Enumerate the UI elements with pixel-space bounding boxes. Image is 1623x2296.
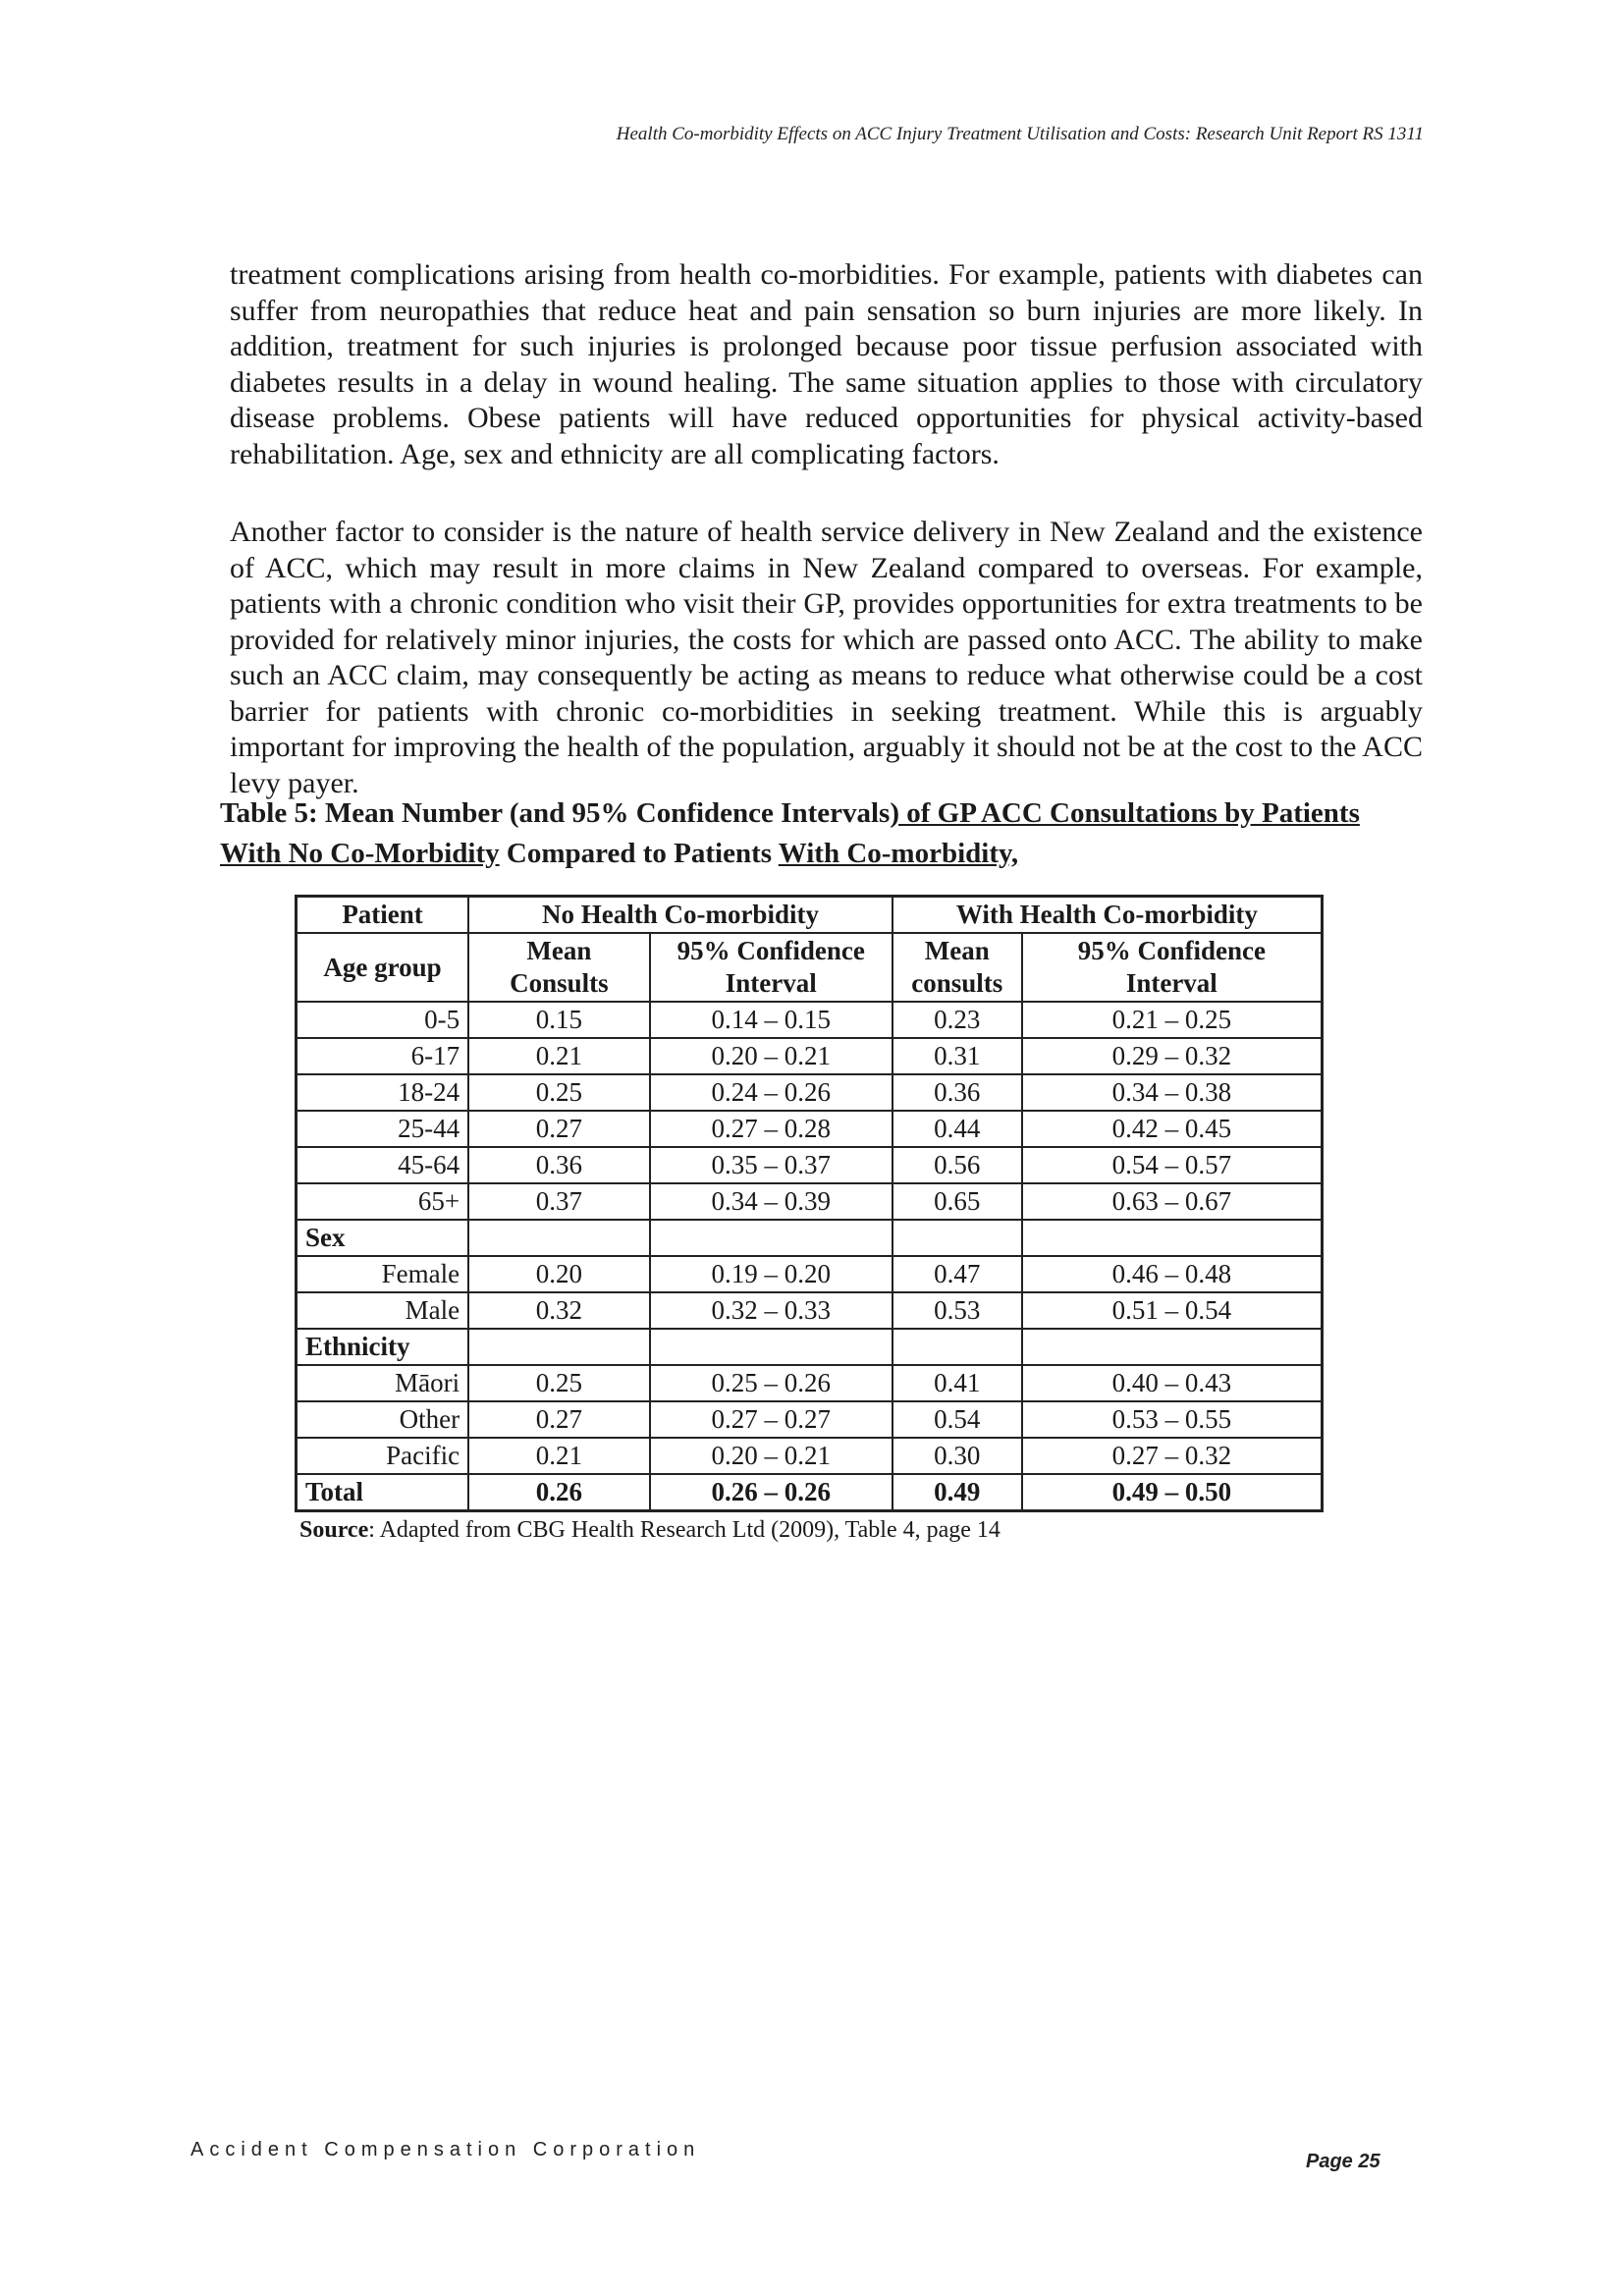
table-row	[297, 1401, 1323, 1438]
table-row	[297, 1074, 1323, 1111]
row-label: 18-24	[297, 1074, 469, 1111]
table-cell: 0.34 – 0.39	[650, 1183, 893, 1220]
table-cell: 0.20	[468, 1256, 649, 1292]
header-no-comorbidity: No Health Co-morbidity	[468, 897, 893, 934]
table-caption	[220, 793, 1379, 874]
table-cell: 0.54 – 0.57	[1022, 1147, 1323, 1183]
table-cell: 0.42 – 0.45	[1022, 1111, 1323, 1147]
table-cell: 0.63 – 0.67	[1022, 1183, 1323, 1220]
table-cell: 0.41	[893, 1365, 1022, 1401]
table-cell: 0.25	[468, 1365, 649, 1401]
row-label: 0-5	[297, 1002, 469, 1038]
table-cell: 0.26 – 0.26	[650, 1474, 893, 1511]
row-label: Other	[297, 1401, 469, 1438]
table-cell: 0.21 – 0.25	[1022, 1002, 1323, 1038]
caption-underlined: No Co-Morbidity	[288, 838, 500, 869]
empty-cell	[650, 1220, 893, 1256]
source-text: : Adapted from CBG Health Research Ltd (2009), Table 4, page 14	[368, 1517, 1001, 1543]
table-cell: 0.54	[893, 1401, 1022, 1438]
table-row	[297, 1256, 1323, 1292]
table-cell: 0.46 – 0.48	[1022, 1256, 1323, 1292]
table-cell: 0.34 – 0.38	[1022, 1074, 1323, 1111]
row-label: 65+	[297, 1183, 469, 1220]
table-row	[297, 1038, 1323, 1074]
footer-organization: Accident Compensation Corporation	[190, 2139, 701, 2160]
table-cell: 0.20 – 0.21	[650, 1038, 893, 1074]
table-cell: 0.29 – 0.32	[1022, 1038, 1323, 1074]
row-label: 6-17	[297, 1038, 469, 1074]
table-source	[299, 1517, 1001, 1544]
table-cell: 0.14 – 0.15	[650, 1002, 893, 1038]
empty-cell	[893, 1329, 1022, 1365]
section-label: Sex	[297, 1220, 469, 1256]
table-cell: 0.32 – 0.33	[650, 1292, 893, 1329]
caption-underlined: With Co-morbidity,	[778, 838, 1019, 869]
table-row	[297, 1147, 1323, 1183]
header-ci: 95% Confidence Interval	[650, 933, 893, 1002]
header-mean-consults: Mean consults	[893, 933, 1022, 1002]
row-label: Total	[297, 1474, 469, 1511]
table-cell: 0.47	[893, 1256, 1022, 1292]
table-cell: 0.51 – 0.54	[1022, 1292, 1323, 1329]
table-row	[297, 1002, 1323, 1038]
header-age-group: Age group	[297, 933, 469, 1002]
section-row	[297, 1329, 1323, 1365]
caption-text: Table 5: Mean Number (and 95% Confidence Intervals	[220, 797, 891, 829]
empty-cell	[1022, 1220, 1323, 1256]
row-label: 45-64	[297, 1147, 469, 1183]
header-mean-consults: Mean Consults	[468, 933, 649, 1002]
header-ci: 95% Confidence Interval	[1022, 933, 1323, 1002]
table-cell: 0.21	[468, 1038, 649, 1074]
table-cell: 0.20 – 0.21	[650, 1438, 893, 1474]
table-cell: 0.53	[893, 1292, 1022, 1329]
table-row	[297, 1474, 1323, 1511]
paragraph: Another factor to consider is the nature of health service delivery in New Zealand and the existence of ACC, which may result in more claims in New Zealand compared to overseas. For example, patients with a chronic condition who visit their GP, provides opportunities for extra treatments to be provided for relatively minor injuries, the costs for which are passed onto ACC. The ability to make such an ACC claim, may consequently be acting as means to reduce what otherwise could be a cost barrier for patients with chronic co-morbidities in seeking treatment. While this is arguably important for improving the health of the population, arguably it should not be at the cost to the ACC levy payer.	[230, 516, 1423, 799]
table-cell: 0.19 – 0.20	[650, 1256, 893, 1292]
table-cell: 0.21	[468, 1438, 649, 1474]
table-cell: 0.27	[468, 1111, 649, 1147]
table-cell: 0.40 – 0.43	[1022, 1365, 1323, 1401]
row-label: Female	[297, 1256, 469, 1292]
table-row	[297, 1111, 1323, 1147]
header-with-comorbidity: With Health Co-morbidity	[893, 897, 1323, 934]
table-cell: 0.56	[893, 1147, 1022, 1183]
table-cell: 0.35 – 0.37	[650, 1147, 893, 1183]
running-header: Health Co-morbidity Effects on ACC Injury Treatment Utilisation and Costs: Research Unit Report RS 1311	[616, 124, 1424, 144]
consultations-table	[295, 895, 1324, 1512]
table-cell: 0.26	[468, 1474, 649, 1511]
table-cell: 0.27 – 0.32	[1022, 1438, 1323, 1474]
table-cell: 0.25 – 0.26	[650, 1365, 893, 1401]
table-cell: 0.25	[468, 1074, 649, 1111]
table-cell: 0.44	[893, 1111, 1022, 1147]
table-cell: 0.37	[468, 1183, 649, 1220]
table-row	[297, 1183, 1323, 1220]
caption-text: ) of GP ACC Consultations by Patients With	[220, 797, 1360, 869]
table-cell: 0.30	[893, 1438, 1022, 1474]
table-cell: 0.65	[893, 1183, 1022, 1220]
page-number: Page 25	[1306, 2151, 1380, 2172]
table-cell: 0.49	[893, 1474, 1022, 1511]
table-cell: 0.31	[893, 1038, 1022, 1074]
empty-cell	[468, 1329, 649, 1365]
table-cell: 0.27 – 0.27	[650, 1401, 893, 1438]
table-cell: 0.15	[468, 1002, 649, 1038]
table-cell: 0.27	[468, 1401, 649, 1438]
row-label: Male	[297, 1292, 469, 1329]
paragraph: treatment complications arising from health co-morbidities. For example, patients with diabetes can suffer from neuropathies that reduce heat and pain sensation so burn injuries are more likely. In addition, treatment for such injuries is prolonged because poor tissue perfusion associated with diabetes results in a delay in wound healing. The same situation applies to those with circulatory disease problems. Obese patients will have reduced opportunities for physical activity-based rehabilitation. Age, sex and ethnicity are all complicating factors.	[230, 258, 1423, 470]
header-patient: Patient	[297, 897, 469, 934]
caption-text: Compared to Patients	[499, 838, 779, 869]
empty-cell	[650, 1329, 893, 1365]
empty-cell	[468, 1220, 649, 1256]
table-row	[297, 1438, 1323, 1474]
table-cell: 0.49 – 0.50	[1022, 1474, 1323, 1511]
table-cell: 0.36	[893, 1074, 1022, 1111]
table-cell: 0.24 – 0.26	[650, 1074, 893, 1111]
empty-cell	[1022, 1329, 1323, 1365]
section-row	[297, 1220, 1323, 1256]
empty-cell	[893, 1220, 1022, 1256]
row-label: Pacific	[297, 1438, 469, 1474]
row-label: 25-44	[297, 1111, 469, 1147]
row-label: Māori	[297, 1365, 469, 1401]
table-cell: 0.23	[893, 1002, 1022, 1038]
table-cell: 0.27 – 0.28	[650, 1111, 893, 1147]
section-label: Ethnicity	[297, 1329, 469, 1365]
table-row	[297, 1292, 1323, 1329]
table-cell: 0.53 – 0.55	[1022, 1401, 1323, 1438]
table-row	[297, 1365, 1323, 1401]
table-cell: 0.36	[468, 1147, 649, 1183]
source-label: Source	[299, 1517, 369, 1543]
table-cell: 0.32	[468, 1292, 649, 1329]
